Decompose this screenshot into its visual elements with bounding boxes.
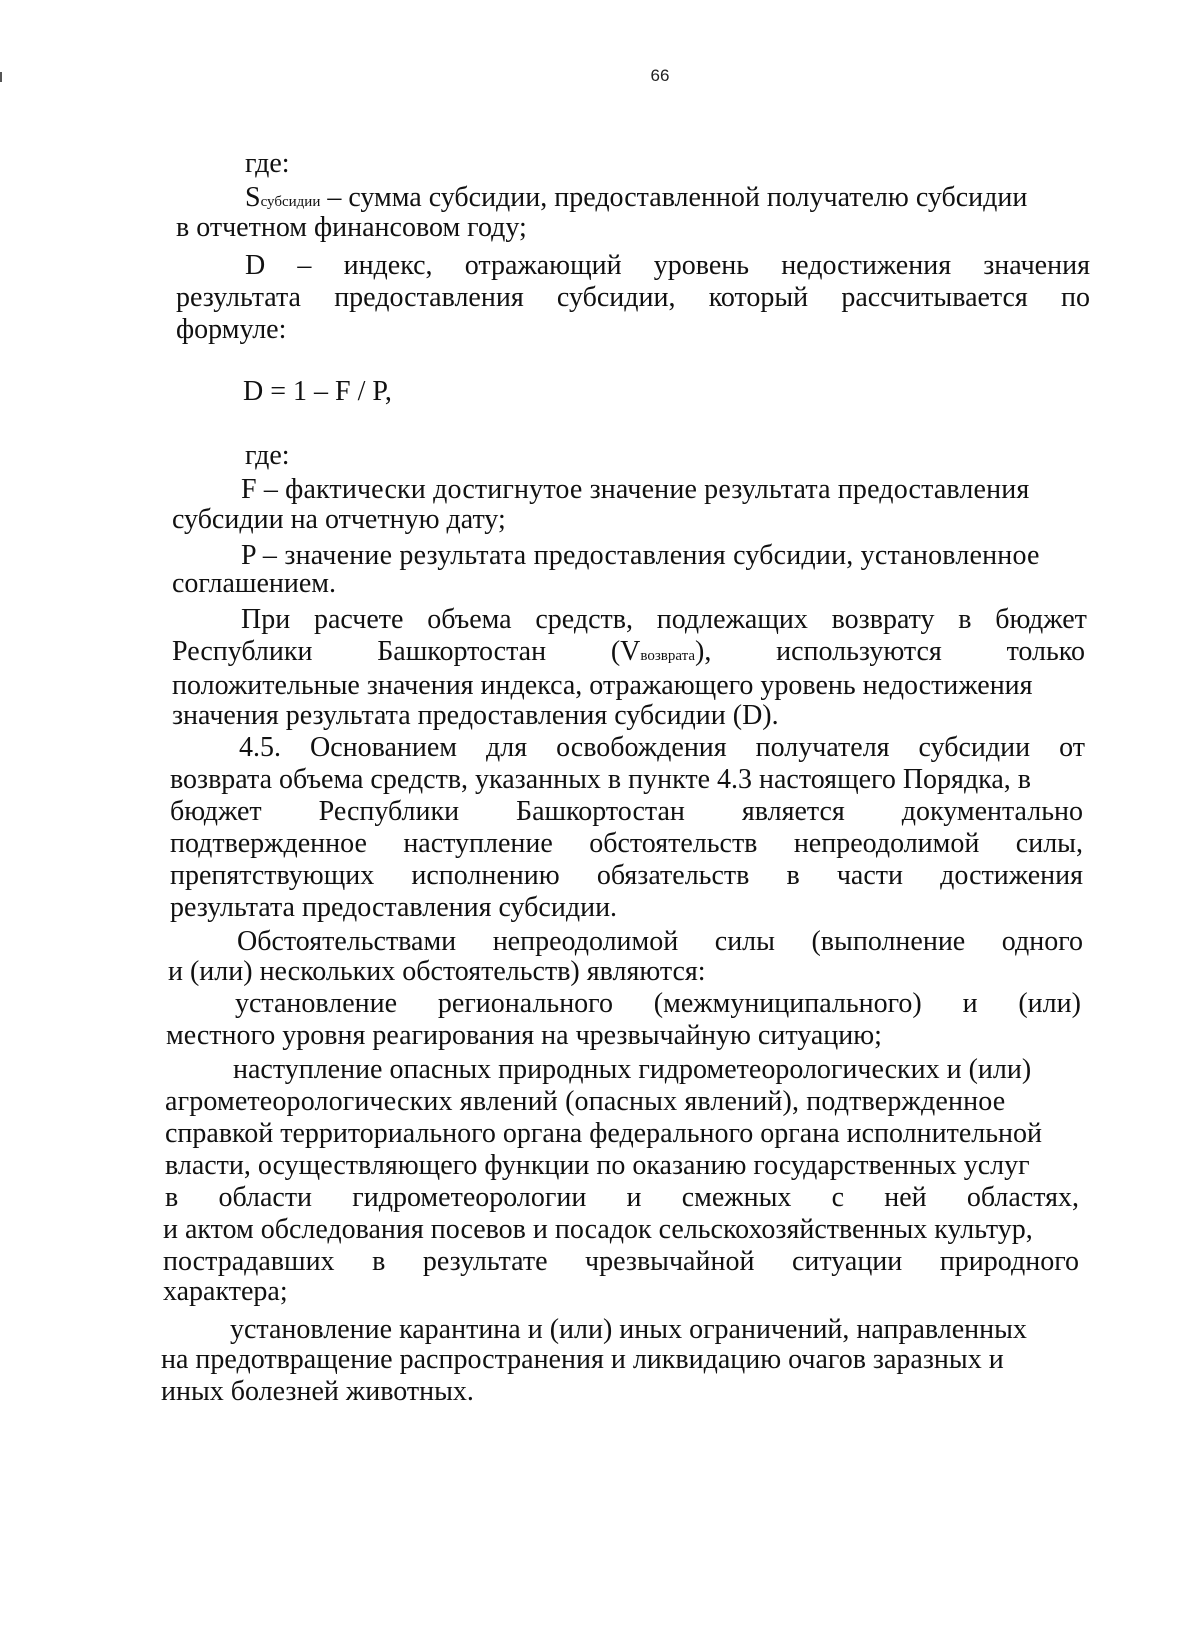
paragraph-line: агрометеорологических явлений (опасных явлений), подтвержденное [165,1086,1006,1117]
word: подтвержденное [170,828,367,859]
word: Республики [172,636,313,667]
word: части [836,860,904,891]
paragraph-line: иных болезней животных. [161,1376,474,1407]
word: силы [714,926,775,957]
word: (Vвозврата), [610,636,712,667]
word: освобождения [556,732,727,763]
paragraph-line: установление карантина и (или) иных ограничений, направленных [230,1314,1027,1345]
word: гидрометеорологии [352,1182,587,1213]
paragraph-line: P – значение результата предоставления субсидии, установленное [241,540,1040,571]
word: только [1006,636,1085,667]
word: (или) [1018,988,1081,1019]
paragraph-line [163,1246,1079,1278]
word: и [626,1182,642,1213]
symbol-s: S [245,182,261,213]
word: ситуации [791,1246,903,1277]
paragraph-line: власти, осуществляющего функции по оказанию государственных услуг [165,1150,1030,1181]
word: природного [939,1246,1079,1277]
paragraph-line: формуле: [176,314,287,345]
paragraph-line [239,732,1085,764]
paragraph-line: результата предоставления субсидии. [170,892,618,923]
word: обстоятельств [589,828,758,859]
word: смежных [681,1182,792,1213]
word: областях, [966,1182,1079,1213]
paragraph-line: F – фактически достигнутое значение результата предоставления [241,474,1030,505]
word: используются [776,636,942,667]
paragraph-line: справкой территориального органа федерального органа исполнительной [165,1118,1042,1149]
paragraph-line: местного уровня реагирования на чрезвычайную ситуацию; [166,1020,882,1051]
word: бюджет [995,604,1087,635]
word: объема [427,604,512,635]
paragraph-line: значения результата предоставления субсидии (D). [172,700,779,731]
word: непреодолимой [793,828,980,859]
word: достижения [940,860,1083,891]
paragraph-line [170,860,1083,892]
word: расчете [313,604,404,635]
word: результате [422,1246,548,1277]
word: При [241,604,291,635]
word: в [372,1246,386,1277]
paragraph-line [170,796,1083,828]
word: возврату [831,604,935,635]
paragraph-line: где: [245,148,290,179]
word: субсидии [918,732,1031,763]
word: значения [983,250,1090,281]
paragraph-line: субсидии на отчетную дату; [172,504,506,535]
word: – [297,250,312,281]
paragraph-line: и (или) нескольких обстоятельств) являются: [168,956,706,987]
word: индекс, [343,250,433,281]
paragraph-line [172,636,1085,673]
word: недостижения [781,250,952,281]
word: отражающий [464,250,622,281]
word: получателя [755,732,890,763]
paragraph-line [165,1182,1079,1214]
word: с [831,1182,845,1213]
word: является [741,796,845,827]
word: предоставления [334,282,524,313]
paragraph-line [237,926,1083,958]
word: документально [901,796,1083,827]
word: в [165,1182,179,1213]
word: уровень [653,250,750,281]
word: и [962,988,978,1019]
word: субсидии, [556,282,676,313]
line-text: – сумма субсидии, предоставленной получателю субсидии [320,182,1028,213]
word: D [245,250,266,281]
word: (выполнение [811,926,966,957]
word: Башкортостан [377,636,547,667]
word: в [958,604,972,635]
word: результата [176,282,301,313]
word: подлежащих [656,604,808,635]
word: наступление [403,828,553,859]
paragraph-line: возврата объема средств, указанных в пункте 4.3 настоящего Порядка, в [170,764,1032,795]
word: от [1059,732,1085,763]
paragraph-line [245,250,1090,282]
subscript-vozvrata: возврата [640,648,696,664]
word: рассчитывается [841,282,1028,313]
paragraph-line: в отчетном финансовом году; [176,212,527,243]
word: одного [1001,926,1083,957]
word: исполнению [411,860,560,891]
formula: D = 1 – F / P, [243,376,392,407]
word: обязательств [596,860,750,891]
word: средств, [535,604,633,635]
paragraph-line [235,988,1081,1020]
word: Республики [318,796,460,827]
word: пострадавших [163,1246,335,1277]
word: непреодолимой [492,926,679,957]
paragraph-line: и актом обследования посевов и посадок сельскохозяйственных культур, [163,1214,1033,1245]
paragraph-line [170,828,1083,860]
word: Башкортостан [516,796,685,827]
word: бюджет [170,796,262,827]
word: по [1061,282,1090,313]
subscript-subsidii: субсидии [260,194,321,210]
word: Обстоятельствами [237,926,457,957]
paragraph-line: наступление опасных природных гидрометеорологических и (или) [233,1054,1032,1085]
paragraph-line: на предотвращение распространения и ликвидацию очагов заразных и [161,1344,1004,1375]
word: области [218,1182,313,1213]
paragraph-line: положительные значения индекса, отражающего уровень недостижения [172,670,1033,701]
word: 4.5. [239,732,281,763]
page-number: 66 [650,66,670,85]
paragraph-line: где: [245,440,290,471]
paragraph-line: характера; [163,1276,288,1307]
word: регионального [437,988,613,1019]
word: Основанием [309,732,458,763]
word: чрезвычайной [585,1246,755,1277]
word: (межмуниципального) [653,988,922,1019]
word: силы, [1015,828,1083,859]
word: который [708,282,809,313]
word: ней [884,1182,927,1213]
word: препятствующих [170,860,375,891]
word: установление [235,988,398,1019]
paragraph-line [241,604,1087,636]
paragraph-line [176,282,1090,314]
paragraph-line: соглашением. [172,568,336,599]
word: для [486,732,528,763]
word: в [786,860,800,891]
